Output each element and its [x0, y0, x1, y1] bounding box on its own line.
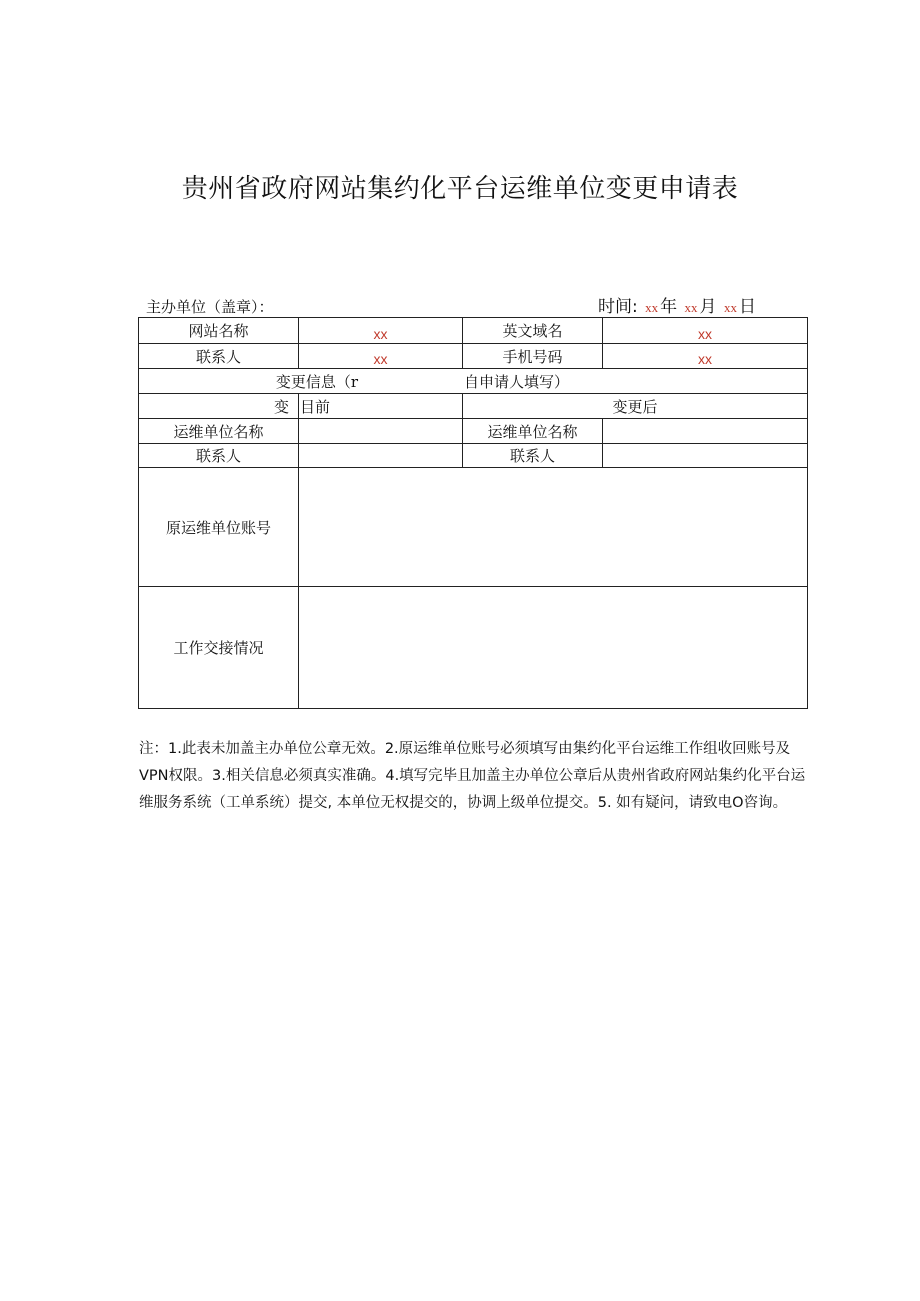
time-label: 时间:: [598, 297, 638, 317]
original-account-input[interactable]: [299, 468, 807, 586]
contact-label: 联系人: [195, 347, 241, 366]
website-name-value: xx: [373, 325, 388, 342]
ops-unit-name-after-input[interactable]: [603, 419, 807, 443]
phone-value: xx: [698, 351, 712, 367]
ops-unit-name-after-label: 运维单位名称: [487, 422, 578, 441]
ops-contact-after-input[interactable]: [603, 444, 807, 467]
year-value: xx: [645, 300, 659, 315]
ops-contact-label: 联系人: [195, 447, 241, 465]
ops-contact-after-label: 联系人: [509, 447, 555, 465]
phone-label: 手机号码: [502, 347, 563, 366]
org-seal-label: 主办单位（盖章）：: [146, 298, 274, 316]
domain-label: 英文域名: [502, 322, 563, 340]
before-prefix: 变: [273, 397, 289, 416]
domain-value: xx: [698, 325, 712, 342]
change-info-label: 变更信息（r: [275, 372, 358, 391]
website-name-label: 网站名称: [188, 322, 249, 340]
ops-unit-name-before-input[interactable]: [299, 419, 462, 443]
page-title: 贵州省政府网站集约化平台运维单位变更申请表: [181, 174, 739, 204]
handover-label: 工作交接情况: [173, 639, 264, 657]
year-unit: 年: [660, 297, 678, 317]
original-account-label: 原运维单位账号: [165, 518, 271, 537]
day-unit: 日: [738, 297, 756, 317]
before-header: 目前: [300, 397, 331, 416]
handover-input[interactable]: [299, 587, 807, 708]
ops-contact-before-input[interactable]: [299, 444, 462, 467]
contact-value: xx: [373, 351, 388, 367]
change-info-note: 自申请人填写）: [464, 372, 570, 391]
month-unit: 月: [699, 297, 717, 317]
after-header: 变更后: [612, 397, 658, 416]
footnote: 注：1.此表未加盖主办单位公章无效。2.原运维单位账号必须填写由集约化平台运维工作组收回账号及VPN权限。3.相关信息必须真实准确。4.填写完毕且加盖主办单位公章后从贵州省政府网站集约化平台运维服务系统（工单系统）提交, 本单位无权提交的，协调上级单位提交。5. 如有疑问，请致电O咨询。: [139, 741, 806, 811]
month-value: xx: [684, 300, 698, 315]
day-value: xx: [723, 300, 737, 315]
ops-unit-name-label: 运维单位名称: [173, 422, 264, 441]
